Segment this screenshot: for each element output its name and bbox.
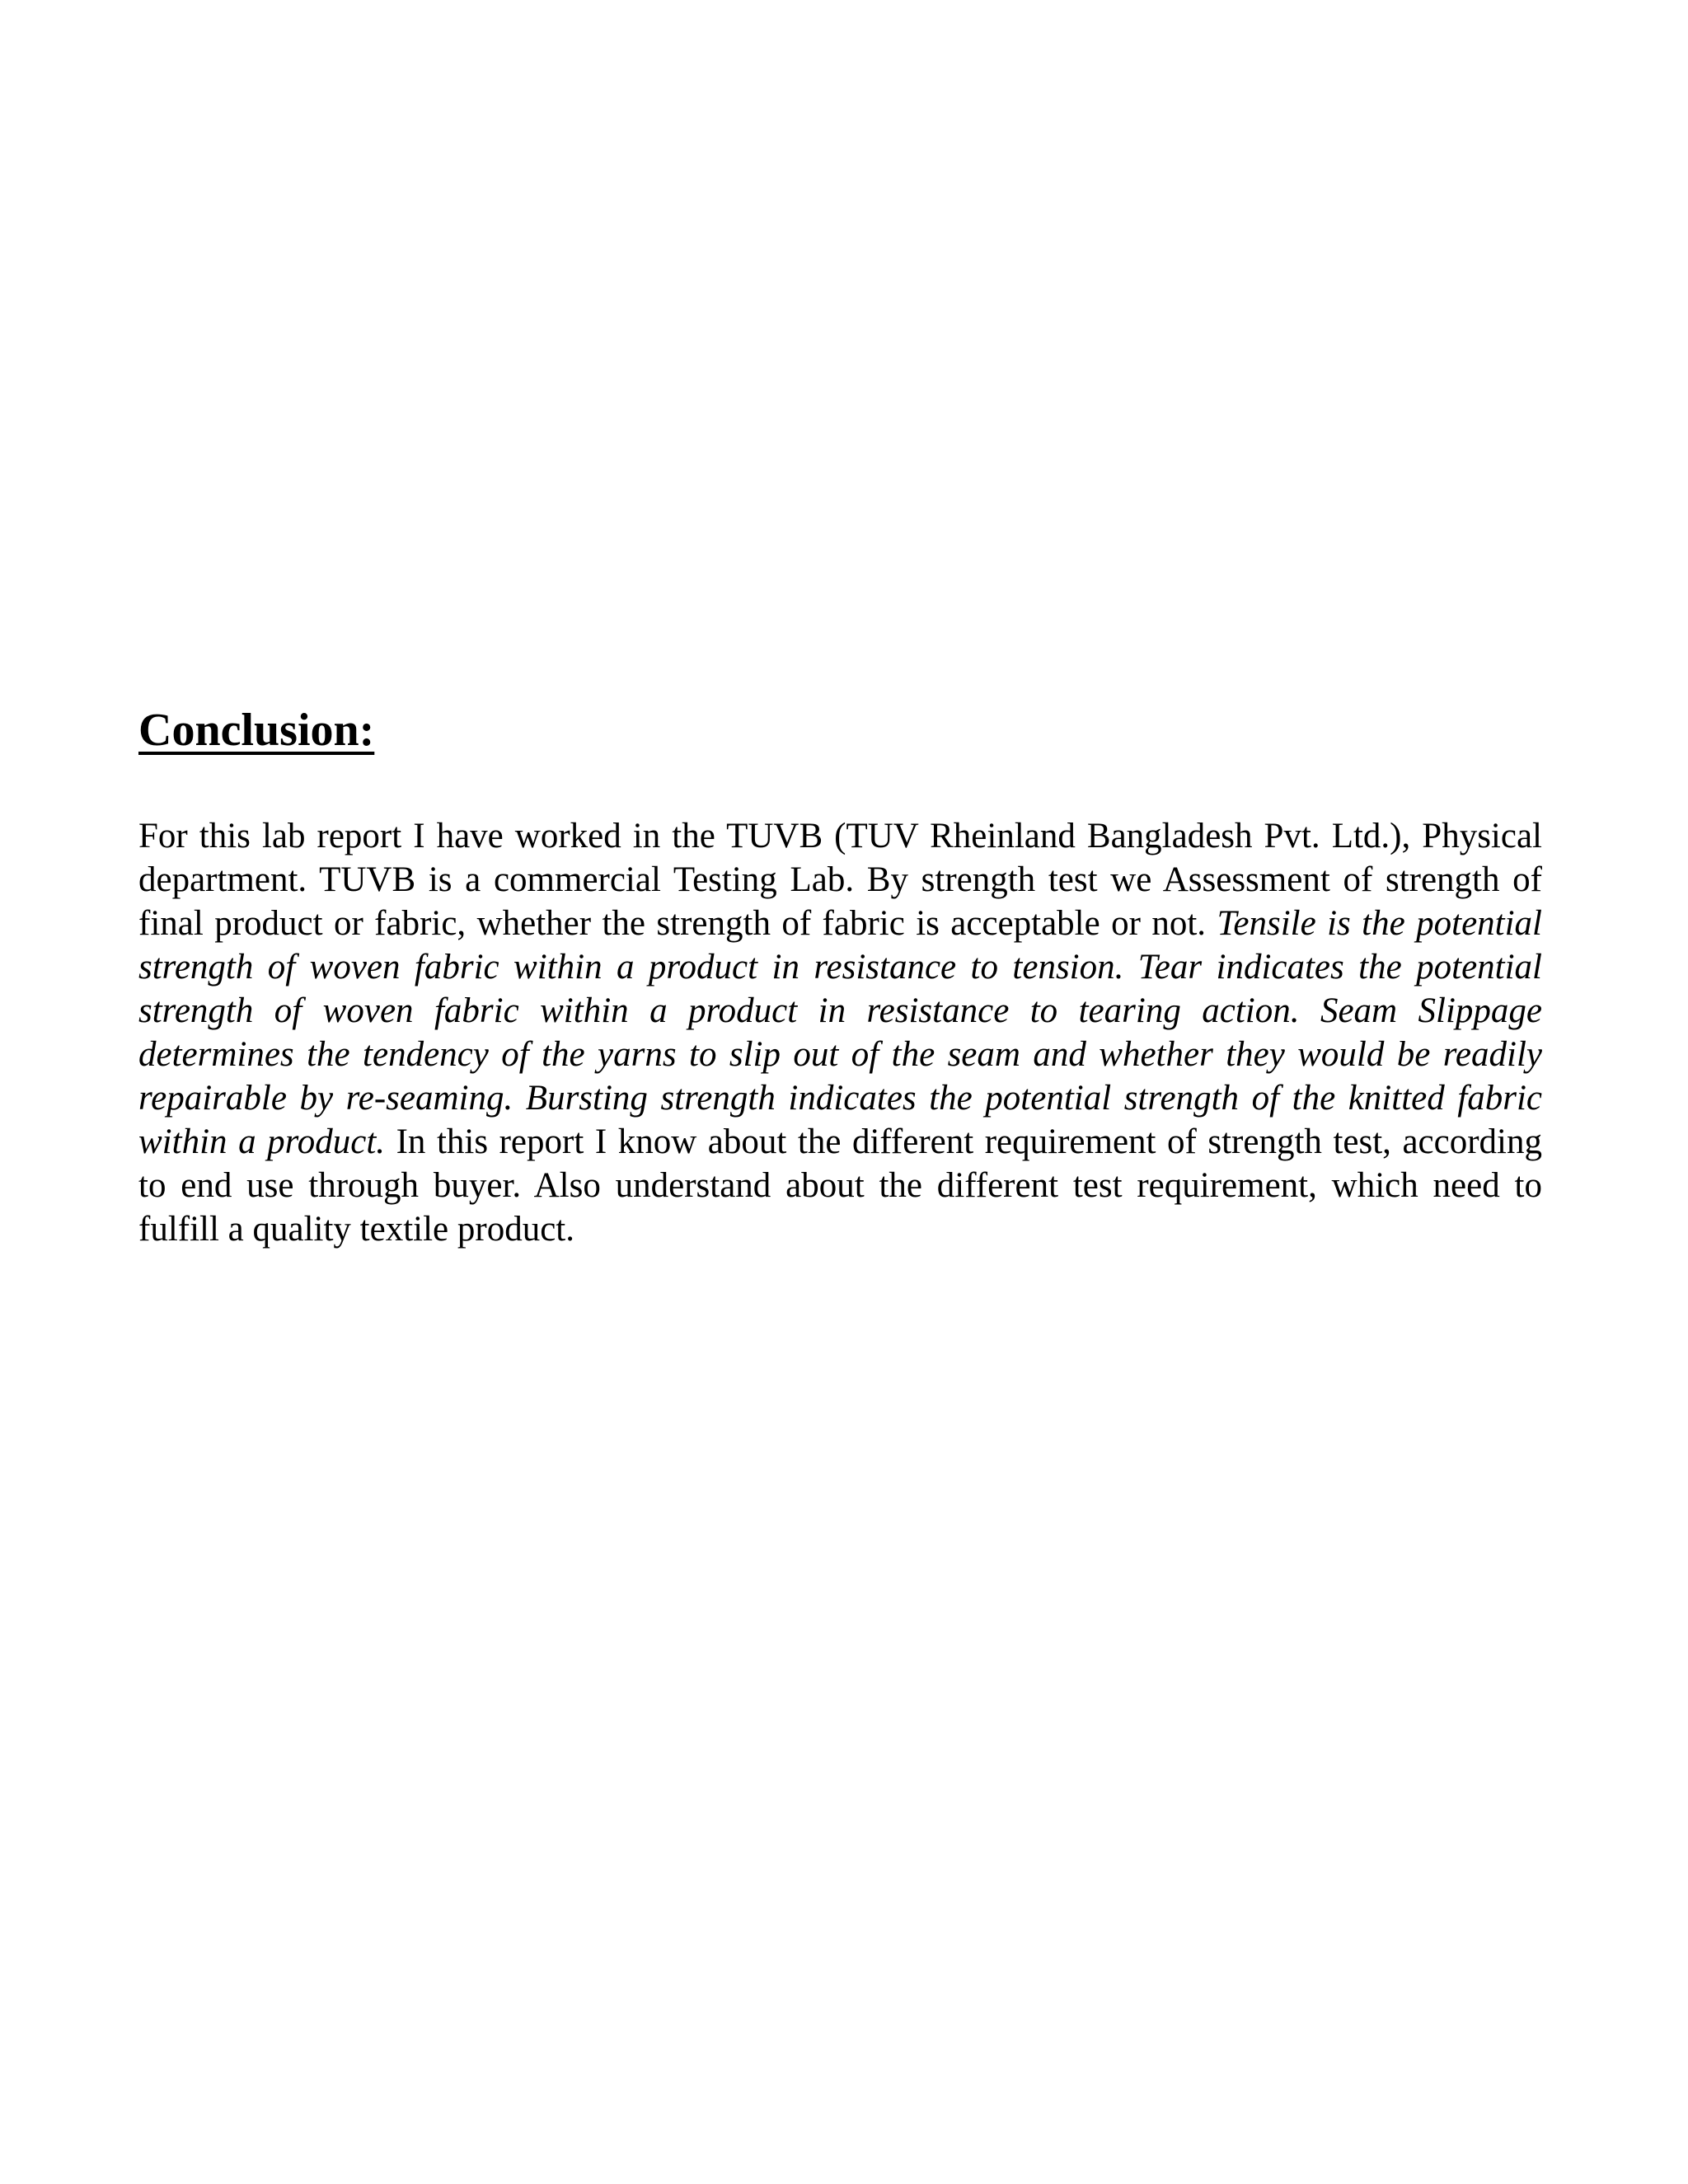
paragraph-italic-text: Tensile is the potential strength of woven fabric within a product in resistance to tension. Tear indicates the potential strength of woven fabric within a product in resistance to tearing action. Seam Slippage determines the tendency of the yarns to slip out of the seam and whether they would be readily repairable by re-seaming. Bursting strength indicates the potential strength of the knitted fabric within a product. xyxy=(138,904,1542,1161)
conclusion-section xyxy=(138,702,1542,1251)
paragraph-closing-text: In this report I know about the different requirement of strength test, according to end use through buyer. Also understand about the different test requirement, which need to fulfill a quality textile product. xyxy=(138,1122,1542,1249)
paragraph-intro-text: For this lab report I have worked in the TUVB (TUV Rheinland Bangladesh Pvt. Ltd.), Physical department. TUVB is a commercial Testing Lab. By strength test we Assessment of strength of final product or fabric, whether the strength of fabric is acceptable or not. xyxy=(138,817,1542,943)
conclusion-paragraph xyxy=(138,814,1542,1251)
section-heading: Conclusion: xyxy=(138,705,375,756)
